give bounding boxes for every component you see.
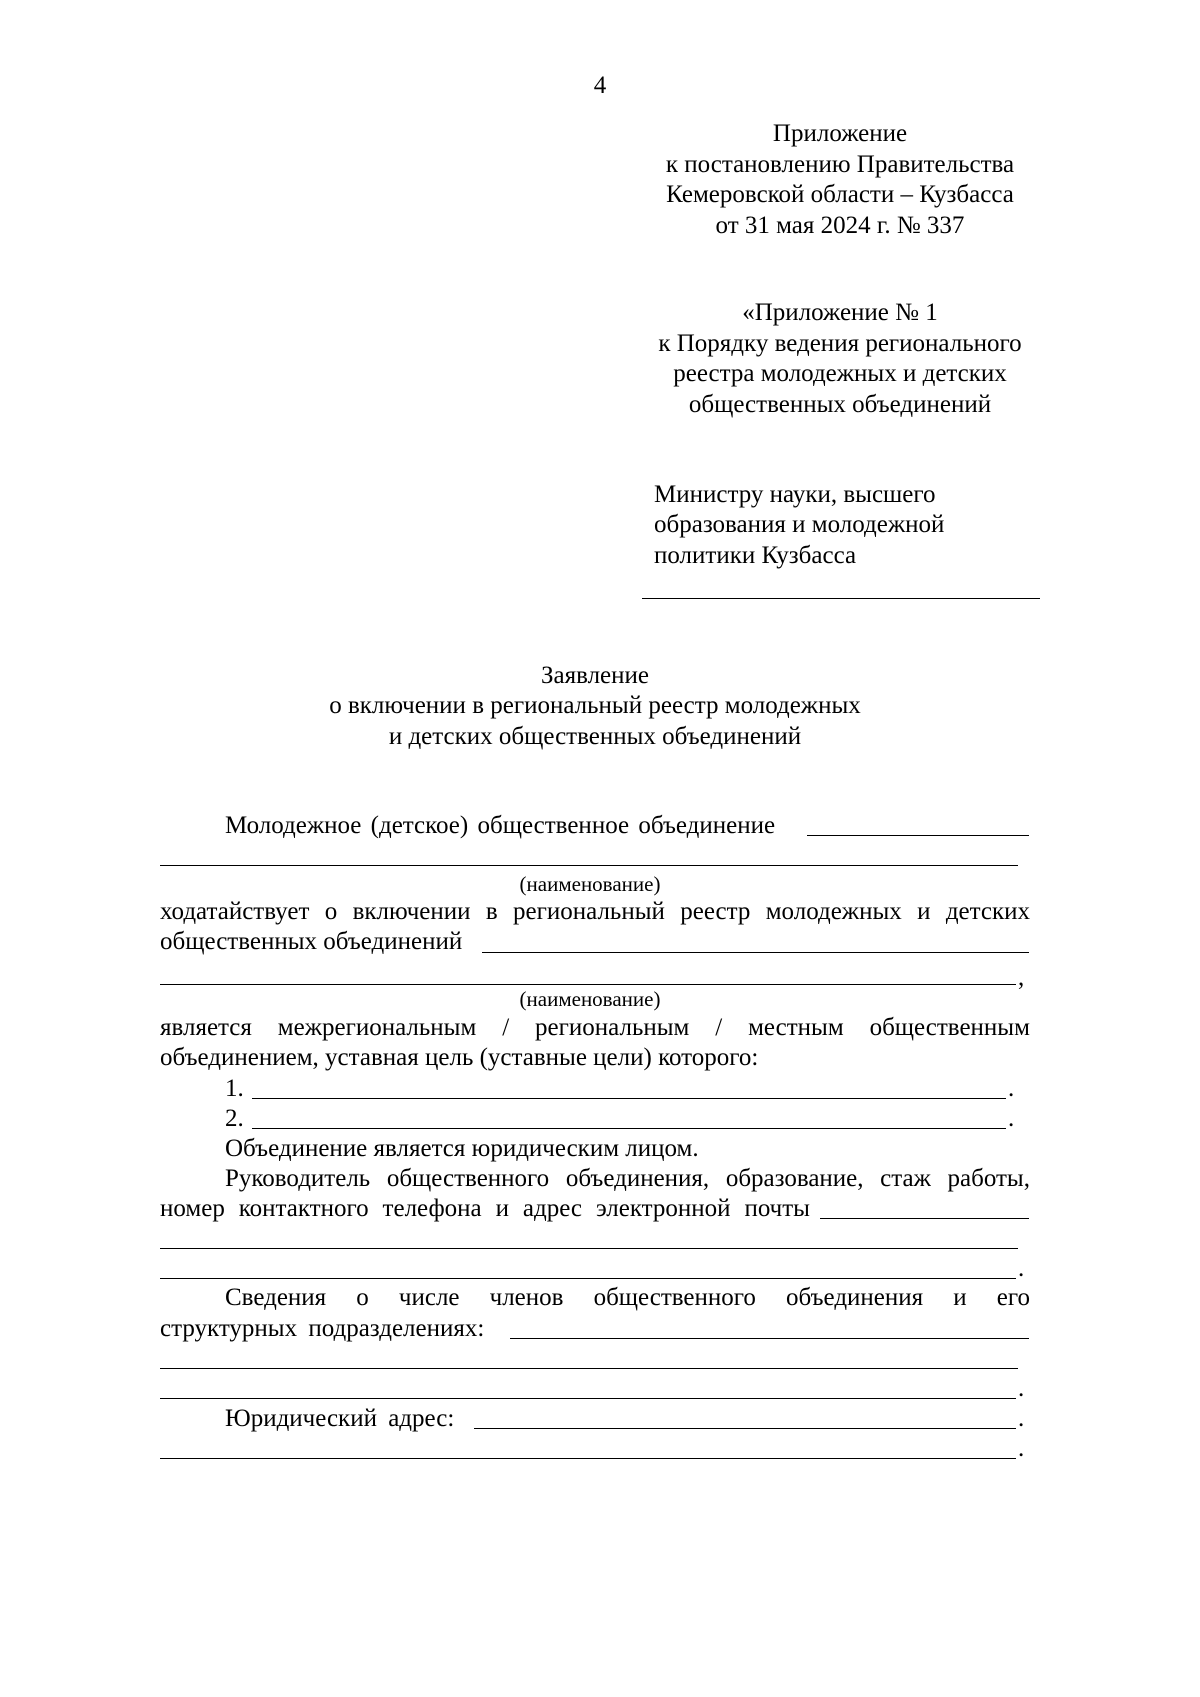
association-name-blank-1[interactable] bbox=[807, 835, 1029, 836]
page-number: 4 bbox=[593, 72, 607, 99]
word: почты bbox=[744, 1195, 810, 1222]
legal-address-label: Юридический адрес: bbox=[225, 1405, 455, 1432]
word: телефона bbox=[382, 1195, 482, 1222]
word: членов bbox=[489, 1284, 564, 1311]
goal-1-period: . bbox=[1008, 1075, 1015, 1102]
word: детских bbox=[945, 898, 1030, 925]
legal-address-period-1: . bbox=[1018, 1405, 1025, 1432]
appendix-line-3: Кемеровской области – Кузбасса bbox=[666, 181, 1014, 208]
goal-1-number: 1. bbox=[225, 1075, 244, 1102]
word: стаж bbox=[880, 1165, 931, 1192]
association-label: Молодежное (детское) общественное объединение bbox=[225, 812, 776, 839]
members-line-2: структурных подразделениях: bbox=[160, 1315, 485, 1342]
addressee-line-1: Министру науки, высшего bbox=[654, 481, 936, 508]
word: является bbox=[160, 1014, 252, 1041]
word: и bbox=[917, 898, 931, 925]
word: работы, bbox=[947, 1165, 1030, 1192]
association-type-line-1 bbox=[160, 1012, 1030, 1044]
appendix-line-1: Приложение bbox=[772, 120, 908, 147]
word: молодежных bbox=[765, 898, 902, 925]
title-line-3: и детских общественных объединений bbox=[388, 723, 802, 750]
word: Сведения bbox=[225, 1284, 327, 1311]
word: региональный bbox=[513, 898, 665, 925]
word: его bbox=[996, 1284, 1030, 1311]
legal-address-blank-1[interactable] bbox=[474, 1428, 1016, 1429]
legal-address-blank-2[interactable] bbox=[160, 1458, 1016, 1459]
petition-line-2: общественных объединений bbox=[160, 928, 463, 955]
annex-line-4: общественных объединений bbox=[688, 391, 992, 418]
association-register-blank-2[interactable] bbox=[160, 984, 1016, 985]
word: адрес bbox=[522, 1195, 583, 1222]
annex-line-1: «Приложение № 1 bbox=[742, 299, 938, 326]
legal-address-period-2: . bbox=[1018, 1435, 1025, 1462]
association-register-blank-1[interactable] bbox=[482, 952, 1029, 953]
word: о bbox=[356, 1284, 369, 1311]
legal-entity-statement: Объединение является юридическим лицом. bbox=[225, 1135, 699, 1162]
appendix-line-4: от 31 мая 2024 г. № 337 bbox=[715, 212, 965, 239]
leader-info-period: . bbox=[1018, 1255, 1025, 1282]
members-blank-2[interactable] bbox=[160, 1368, 1018, 1369]
members-line-1 bbox=[225, 1282, 1030, 1314]
word: объединения, bbox=[565, 1165, 710, 1192]
word: и bbox=[495, 1195, 509, 1222]
word: ходатайствует bbox=[160, 898, 310, 925]
word: общественным bbox=[869, 1014, 1030, 1041]
word: контактного bbox=[238, 1195, 369, 1222]
members-blank-1[interactable] bbox=[510, 1338, 1029, 1339]
word: реестр bbox=[680, 898, 751, 925]
title-line-1: Заявление bbox=[540, 662, 650, 689]
word: в bbox=[485, 898, 498, 925]
association-name-blank-2[interactable] bbox=[160, 865, 1018, 866]
word: электронной bbox=[595, 1195, 731, 1222]
word: межрегиональным bbox=[277, 1014, 477, 1041]
word: номер bbox=[160, 1195, 225, 1222]
word: и bbox=[953, 1284, 967, 1311]
word: о bbox=[324, 898, 338, 925]
leader-info-blank-3[interactable] bbox=[160, 1278, 1016, 1279]
word: общественного bbox=[593, 1284, 756, 1311]
naming-hint-2: (наименование) bbox=[519, 987, 661, 1011]
petition-line-1 bbox=[160, 896, 1030, 928]
word: общественного bbox=[386, 1165, 550, 1192]
goal-1-blank[interactable] bbox=[252, 1098, 1006, 1099]
word: объединения bbox=[786, 1284, 924, 1311]
word: включении bbox=[352, 898, 471, 925]
association-type-line-2: объединением, уставная цель (уставные цели) которого: bbox=[160, 1044, 759, 1071]
appendix-line-2: к постановлению Правительства bbox=[665, 151, 1015, 178]
annex-line-3: реестра молодежных и детских bbox=[673, 360, 1007, 387]
word: / bbox=[502, 1014, 510, 1041]
title-line-2: о включении в региональный реестр молодежных bbox=[329, 692, 861, 719]
leader-line-2 bbox=[160, 1193, 810, 1225]
comma: , bbox=[1018, 964, 1025, 991]
word: образование, bbox=[725, 1165, 864, 1192]
word: местным bbox=[748, 1014, 844, 1041]
goal-2-blank[interactable] bbox=[252, 1128, 1006, 1129]
members-period: . bbox=[1018, 1375, 1025, 1402]
leader-info-blank-1[interactable] bbox=[820, 1218, 1029, 1219]
naming-hint-1: (наименование) bbox=[519, 872, 661, 896]
leader-line-1 bbox=[225, 1163, 1030, 1195]
addressee-line-3: политики Кузбасса bbox=[654, 542, 857, 569]
addressee-line-2: образования и молодежной bbox=[654, 511, 945, 538]
word: числе bbox=[398, 1284, 460, 1311]
word: региональным bbox=[535, 1014, 690, 1041]
goal-2-period: . bbox=[1008, 1105, 1015, 1132]
members-blank-3[interactable] bbox=[160, 1398, 1016, 1399]
leader-info-blank-2[interactable] bbox=[160, 1248, 1018, 1249]
addressee-signature-line bbox=[642, 598, 1040, 599]
goal-2-number: 2. bbox=[225, 1105, 244, 1132]
annex-line-2: к Порядку ведения регионального bbox=[658, 330, 1022, 357]
word: Руководитель bbox=[225, 1165, 371, 1192]
word: / bbox=[715, 1014, 723, 1041]
